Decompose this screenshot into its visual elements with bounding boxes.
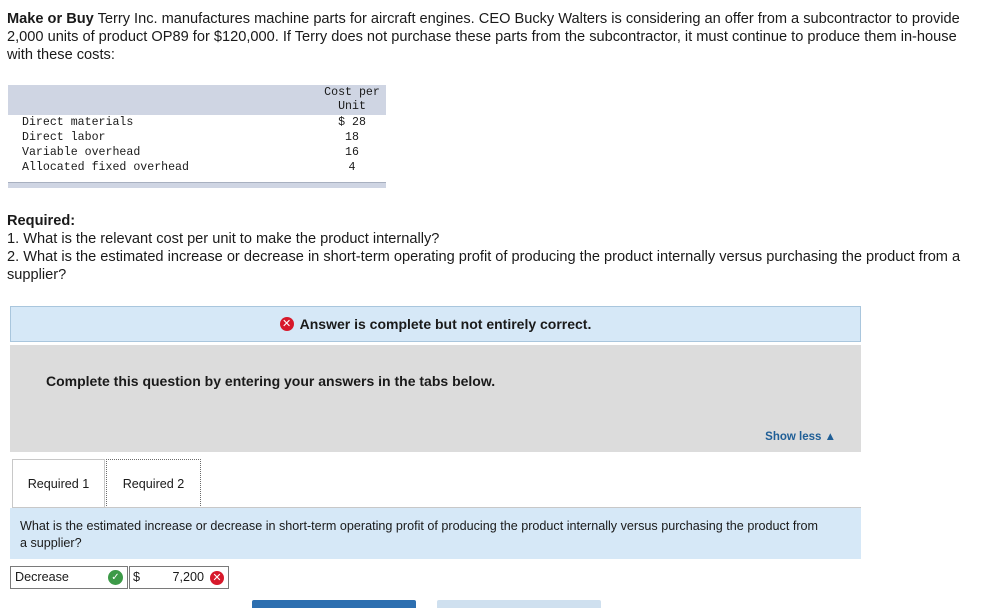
cost-value: 16	[345, 146, 359, 159]
cost-value: 4	[348, 161, 356, 174]
question-box	[10, 508, 861, 559]
problem-title: Make or Buy	[7, 11, 94, 27]
answer-status-text: Answer is complete but not entirely correct.	[299, 316, 592, 332]
required-heading: Required:	[7, 213, 76, 229]
tab-label: Required 2	[122, 476, 185, 491]
prev-button[interactable]	[252, 600, 416, 608]
cost-table-header	[318, 85, 386, 115]
show-less-link[interactable]: Show less ▲	[765, 431, 836, 443]
incorrect-x-icon: ✕	[280, 317, 294, 331]
cost-value: 18	[345, 131, 359, 144]
question-text: What is the estimated increase or decrease in short-term operating profit of producing the product internally versus purchasing the product from a supplier?	[20, 519, 819, 550]
table-spacer	[8, 175, 386, 183]
increase-decrease-select[interactable]	[10, 566, 128, 589]
required-question-2: 2. What is the estimated increase or decrease in short-term operating profit of producing the product internally versus purchasing the product from a supplier?	[7, 249, 961, 283]
correct-check-icon: ✓	[108, 570, 123, 585]
select-value: Decrease	[15, 570, 69, 584]
problem-intro	[7, 10, 967, 64]
instruction-text: Complete this question by entering your answers in the tabs below.	[46, 373, 496, 389]
cost-value: $ 28	[338, 116, 366, 129]
cost-label: Direct labor	[22, 131, 106, 144]
incorrect-x-icon: ✕	[210, 571, 224, 585]
next-button[interactable]	[437, 600, 601, 608]
table-row	[8, 145, 386, 160]
table-row	[8, 160, 386, 175]
cost-table-header-line2: Unit	[338, 100, 366, 113]
amount-value: 7,200	[172, 570, 204, 584]
tab-label: Required 1	[27, 477, 90, 491]
cost-table	[8, 85, 386, 188]
table-row	[8, 115, 386, 130]
problem-body: Terry Inc. manufactures machine parts for aircraft engines. CEO Bucky Walters is considering an offer from a subcontractor to provide 2,000 units of product OP89 for $120,000. If Terry does not purchase these parts from the subcontractor, it must continue to produce them in-house with these costs:	[7, 11, 960, 63]
cost-label: Variable overhead	[22, 146, 141, 159]
amount-input[interactable]	[129, 566, 229, 589]
required-question-1: 1. What is the relevant cost per unit to make the product internally?	[7, 231, 440, 247]
cost-table-header-line1: Cost per	[324, 86, 380, 99]
cost-label: Direct materials	[22, 116, 134, 129]
required-section	[7, 212, 967, 284]
answer-status-banner	[10, 306, 861, 342]
currency-symbol: $	[133, 570, 141, 584]
tab-required-1[interactable]	[12, 459, 105, 508]
table-bottom-rule	[8, 183, 386, 189]
cost-label: Allocated fixed overhead	[22, 161, 189, 174]
tab-required-2[interactable]	[106, 459, 201, 508]
instruction-panel	[10, 345, 861, 452]
table-row	[8, 130, 386, 145]
cost-table-header-blank	[8, 85, 318, 115]
